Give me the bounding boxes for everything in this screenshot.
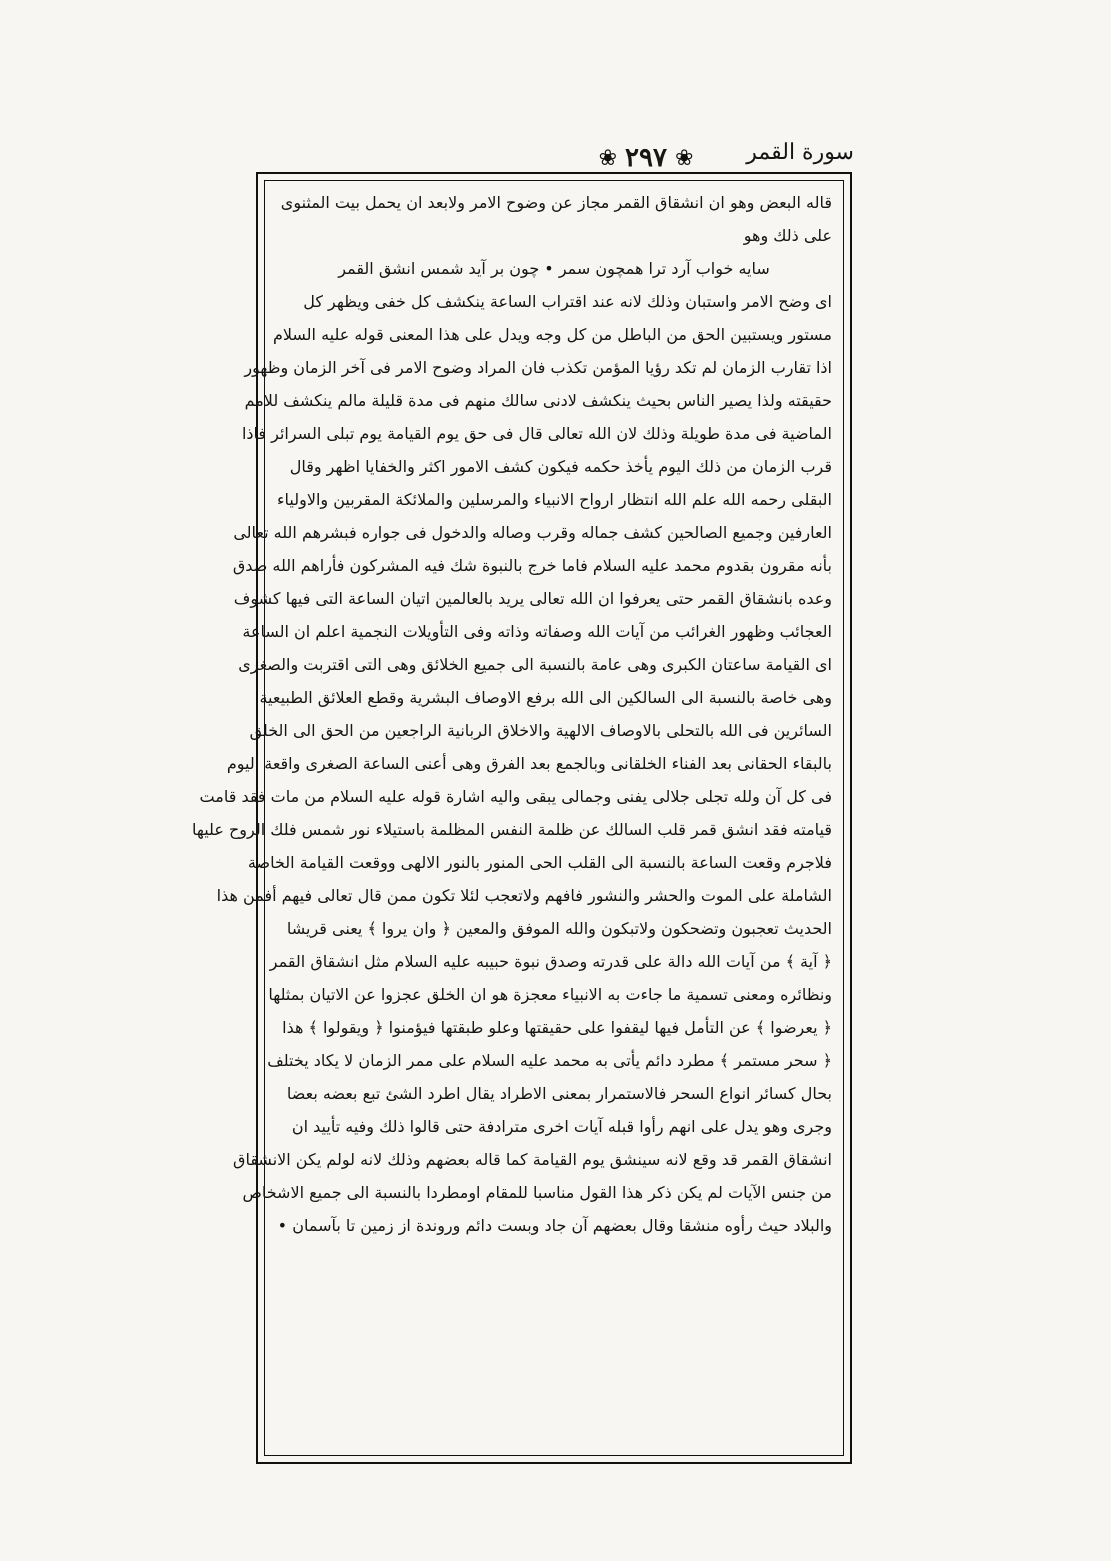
- text-line: اى وضح الامر واستبان وذلك لانه عند اقتراب الساعة ينكشف كل خفى ويظهر كل: [303, 292, 832, 311]
- text-line: فلاجرم وقعت الساعة بالنسبة الى القلب الحى المنور بالنور الالهى ووقعت القيامة الخاصة: [247, 853, 832, 872]
- text-line: الماضية فى مدة طويلة وذلك لان الله تعالى قال فى حق يوم القيامة يوم تبلى السرائر فاذا: [241, 424, 832, 443]
- surah-title: سورة القمر: [746, 140, 854, 165]
- text-line: وجرى وهو يدل على انهم رأوا قبله آيات اخرى مترادفة حتى قالوا ذلك وفيه تأييد ان: [291, 1117, 832, 1136]
- text-line: قيامته فقد انشق قمر قلب السالك عن ظلمة النفس المظلمة باستيلاء نور شمس فلك الروح عليها: [191, 820, 832, 839]
- text-line: اذا تقارب الزمان لم تكد رؤيا المؤمن تكذب فان المراد وضوح الامر فى آخر الزمان وظهور: [244, 358, 832, 377]
- text-line: حقيقته ولذا يصير الناس بحيث ينكشف لادنى سالك منهم فى مدة قليلة مالم ينكشف للامم: [244, 391, 832, 410]
- page-number-block: [576, 140, 716, 176]
- text-line: مستور ويستبين الحق من الباطل من كل وجه ويدل على هذا المعنى قوله عليه السلام: [272, 325, 832, 344]
- text-line: العارفين وجميع الصالحين كشف جماله وقرب وصاله والدخول فى جواره فبشرهم الله تعالى: [233, 523, 832, 542]
- text-line: قرب الزمان من ذلك اليوم يأخذ حكمه فيكون كشف الامور اكثر والخفايا اظهر وقال: [289, 457, 832, 476]
- text-line: بأنه مقرون بقدوم محمد عليه السلام فاما خرج بالنبوة شك فيه المشركون فأراهم الله صدق: [232, 556, 832, 575]
- text-frame: [191, 172, 852, 1464]
- text-line: البقلى رحمه الله علم الله انتظار ارواح الانبياء والمرسلين والملائكة المقربين والاولياء: [277, 490, 832, 509]
- verse-line: سايه خواب آرد ترا همچون سمر • چون بر آيد شمس انشق القمر: [338, 259, 770, 278]
- text-line: العجائب وظهور الغرائب من آيات الله وصفاته وذاته وفى التأويلات النجمية اعلم ان الساعة: [242, 622, 832, 641]
- text-line: ﴿ سحر مستمر ﴾ مطرد دائم يأتى به محمد عليه السلام على ممر الزمان لا يكاد يختلف: [267, 1051, 832, 1070]
- text-line: وهى خاصة بالنسبة الى السالكين الى الله برفع الاوصاف البشرية وقطع العلائق الطبيعية: [259, 688, 832, 707]
- ornament-left-icon: ❀: [598, 145, 618, 171]
- text-line: وعده بانشقاق القمر حتى يعرفوا ان الله تعالى يريد بالعالمين اتيان الساعة التى فيها كشوف: [233, 589, 832, 608]
- text-line: بالبقاء الحقانى بعد الفناء الخلقانى وبالجمع بعد الفرق وهى أعنى الساعة الصغرى واقعة اليوم: [226, 754, 832, 773]
- text-line: من جنس الآيات لم يكن ذكر هذا القول مناسبا للمقام اومطردا بالنسبة الى جميع الاشخاص: [242, 1183, 832, 1202]
- page-number: ٢٩٧: [625, 143, 667, 173]
- text-line: فى كل آن ولله تجلى جلالى يفنى وجمالى يبقى واليه اشارة قوله عليه السلام من مات فقد قامت: [199, 787, 832, 806]
- text-line: اى القيامة ساعتان الكبرى وهى عامة بالنسبة الى جميع الخلائق وهى التى اقتربت والصغرى: [238, 655, 832, 674]
- text-line: الحديث تعجبون وتضحكون ولاتبكون والله الموفق والمعين ﴿ وان يروا ﴾ يعنى قريشا: [286, 919, 832, 938]
- text-line: قاله البعض وهو ان انشقاق القمر مجاز عن وضوح الامر ولابعد ان يحمل بيت المثنوى: [280, 193, 832, 212]
- ornament-right-icon: ❀: [674, 145, 694, 171]
- text-line: انشقاق القمر قد وقع لانه سينشق يوم القيامة كما قاله بعضهم وذلك لانه لولم يكن الانشقاق: [233, 1150, 832, 1169]
- text-line: ﴿ يعرضوا ﴾ عن التأمل فيها ليقفوا على حقيقتها وعلو طبقتها فيؤمنوا ﴿ ويقولوا ﴾ هذا: [282, 1018, 832, 1037]
- text-line: السائرين فى الله بالتحلى بالاوصاف الالهية والاخلاق الربانية الراجعين من الحق الى الخلق: [249, 721, 832, 740]
- text-line: الشاملة على الموت والحشر والنشور فافهم ولاتعجب لئلا تكون ممن قال تعالى فيهم أفمن هذا: [216, 886, 832, 905]
- page-header: [256, 140, 854, 176]
- text-line: ﴿ آية ﴾ من آيات الله دالة على قدرته وصدق نبوة حبيبه عليه السلام مثل انشقاق القمر: [269, 952, 832, 971]
- text-line: ونظائره ومعنى تسمية ما جاءت به الانبياء معجزة هو ان الخلق عجزوا عن الاتيان بمثلها: [268, 985, 832, 1004]
- text-line: بحال كسائر انواع السحر فالاستمرار بمعنى الاطراد يقال اطرد الشئ تبع بعضه بعضا: [286, 1084, 832, 1103]
- text-line: والبلاد حيث رأوه منشقا وقال بعضهم آن جاد وبست دائم وروندة از زمين تا بآسمان •: [277, 1216, 832, 1235]
- text-line: على ذلك وهو: [743, 226, 832, 245]
- body-text: [191, 186, 832, 1242]
